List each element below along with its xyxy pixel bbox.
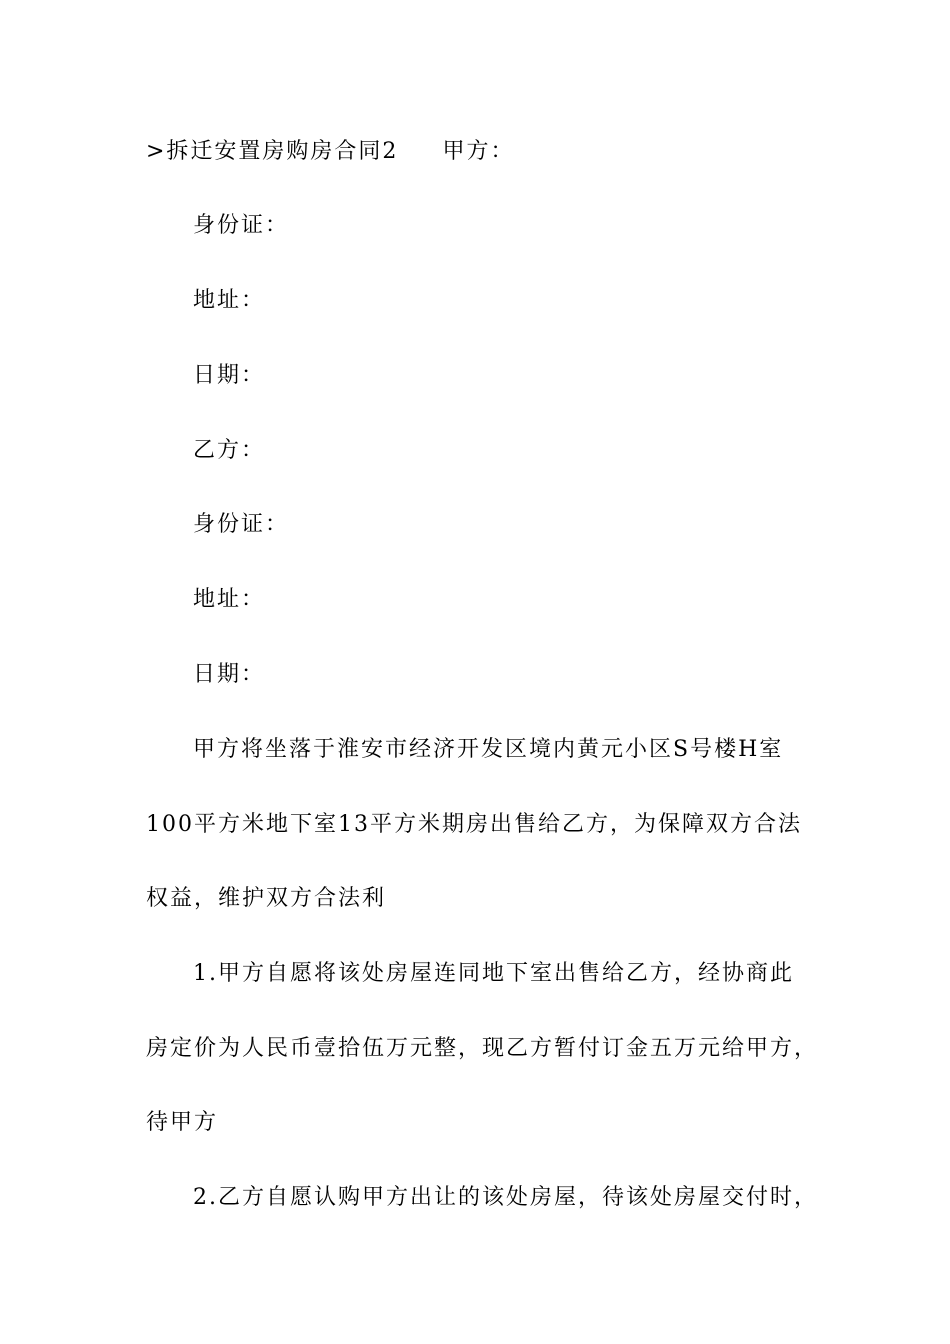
paragraph-2-line-1: 1.甲方自愿将该处房屋连同地下室出售给乙方，经协商此	[193, 961, 794, 986]
party-a-address-label: 地址：	[193, 288, 266, 313]
paragraph-2-line-3: 待甲方	[146, 1110, 219, 1135]
paragraph-3-line-1: 2.乙方自愿认购甲方出让的该处房屋，待该处房屋交付时，	[193, 1185, 818, 1210]
paragraph-2-line-2: 房定价为人民币壹拾伍万元整，现乙方暂付订金五万元给甲方，	[146, 1036, 819, 1061]
title-line	[146, 137, 826, 167]
party-b-label: 乙方：	[193, 438, 266, 463]
party-a-label: 甲方：	[442, 139, 515, 164]
party-a-date-label: 日期：	[193, 363, 266, 388]
paragraph-1-line-1: 甲方将坐落于淮安市经济开发区境内黄元小区S号楼H室	[193, 737, 784, 762]
party-b-id-label: 身份证：	[193, 512, 290, 537]
party-a-id-label: 身份证：	[193, 213, 290, 238]
paragraph-1-line-2: 100平方米地下室13平方米期房出售给乙方，为保障双方合法	[146, 812, 802, 837]
document-title: >拆迁安置房购房合同2	[146, 139, 399, 164]
party-b-address-label: 地址：	[193, 587, 266, 612]
party-b-date-label: 日期：	[193, 662, 266, 687]
paragraph-1-line-3: 权益，维护双方合法利	[146, 886, 387, 911]
